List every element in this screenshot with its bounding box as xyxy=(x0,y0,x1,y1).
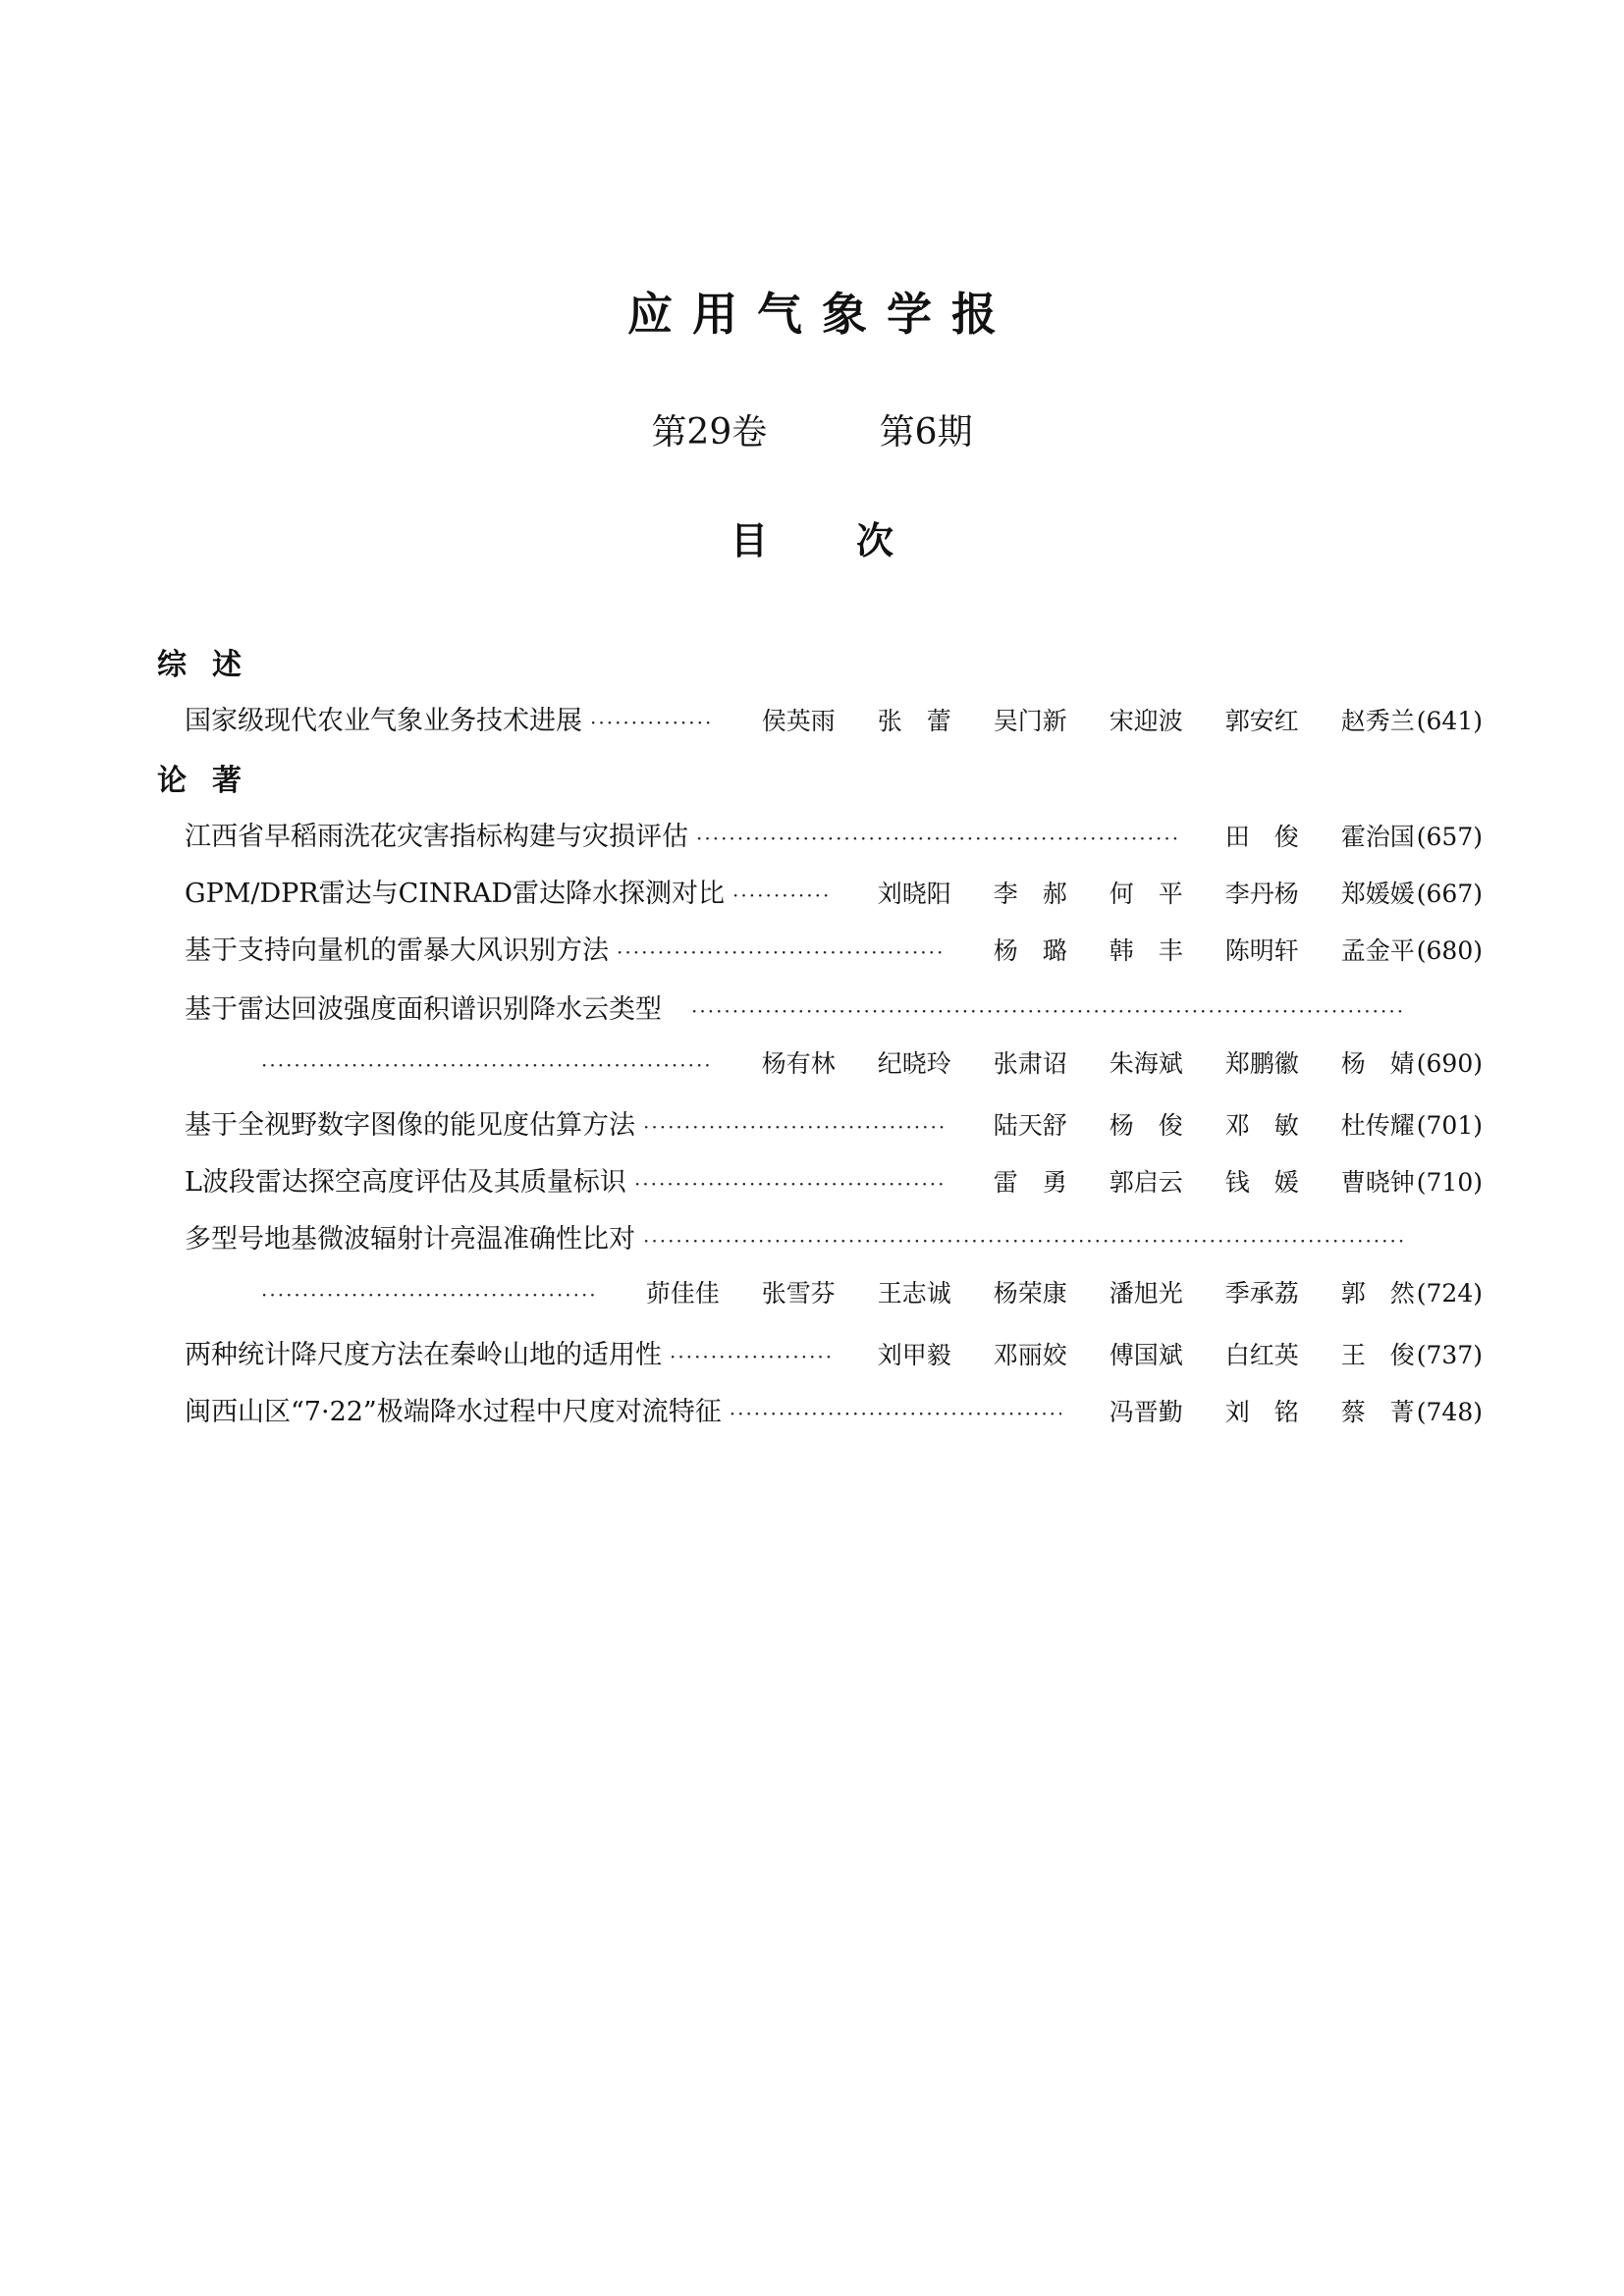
entry-page: (737) xyxy=(1416,1341,1483,1369)
entry-author: 张肃诏 xyxy=(993,1049,1067,1078)
toc-entry[interactable] xyxy=(185,1103,1483,1143)
entry-author: 白红英 xyxy=(1224,1341,1299,1369)
entry-author: 朱海斌 xyxy=(1109,1049,1183,1078)
entry-page: (641) xyxy=(1416,707,1483,735)
toc-entry[interactable] xyxy=(185,1390,1483,1429)
leader-dots xyxy=(670,1340,830,1373)
entry-author: 蔡 菁 xyxy=(1340,1398,1415,1426)
entry-author: 郭启云 xyxy=(1109,1168,1183,1197)
entry-author: 赵秀兰 xyxy=(1340,707,1415,735)
entry-author: 孟金平 xyxy=(1340,936,1415,965)
entry-author: 刘晓阳 xyxy=(877,880,951,908)
entry-author: 郭 然 xyxy=(1340,1279,1415,1308)
entry-authors xyxy=(1061,1393,1415,1428)
entry-author: 郑媛媛 xyxy=(1340,880,1415,908)
entry-authors xyxy=(714,702,1415,737)
entry-author: 郭安红 xyxy=(1224,707,1299,735)
entry-page: (667) xyxy=(1416,880,1483,908)
entry-title: 基于雷达回波强度面积谱识别降水云类型 xyxy=(185,994,662,1025)
entry-author: 纪晓玲 xyxy=(877,1049,951,1078)
entry-page: (748) xyxy=(1416,1398,1483,1426)
entry-page: (701) xyxy=(1416,1111,1483,1140)
entry-author: 杨有林 xyxy=(761,1049,836,1078)
toc-entry[interactable] xyxy=(185,699,1483,738)
entry-title: 基于支持向量机的雷暴大风识别方法 xyxy=(185,935,609,966)
toc-entry[interactable] xyxy=(185,1160,1483,1200)
leader-dots xyxy=(261,1278,598,1311)
leader-dots xyxy=(643,1110,946,1144)
entry-author: 王志诚 xyxy=(877,1279,951,1308)
entry-author: 李丹杨 xyxy=(1224,880,1299,908)
entry-author: 冯晋勤 xyxy=(1109,1398,1183,1426)
entry-author: 杨 俊 xyxy=(1109,1111,1183,1140)
leader-dots xyxy=(261,1048,714,1082)
toc-entry-author-line[interactable] xyxy=(261,1044,1483,1084)
entry-page: (657) xyxy=(1416,823,1483,851)
entry-page: (680) xyxy=(1416,936,1483,965)
leader-dots xyxy=(590,706,714,739)
entry-title: 多型号地基微波辐射计亮温准确性比对 xyxy=(185,1224,635,1255)
toc-entry-title-line[interactable] xyxy=(185,1217,1483,1256)
entry-author: 张雪芬 xyxy=(761,1279,836,1308)
entry-author: 杜传耀 xyxy=(1340,1111,1415,1140)
entry-author: 雷 勇 xyxy=(993,1168,1067,1197)
leader-dots xyxy=(617,935,946,969)
entry-authors xyxy=(1177,818,1415,853)
entry-author: 杨 璐 xyxy=(993,936,1067,965)
entry-author: 邓 敏 xyxy=(1224,1111,1299,1140)
entry-title: L波段雷达探空高度评估及其质量标识 xyxy=(185,1167,626,1198)
entry-title: 闽西山区“7·22”极端降水过程中尺度对流特征 xyxy=(185,1397,722,1427)
entry-authors xyxy=(946,932,1415,967)
leader-dots xyxy=(730,1397,1061,1430)
entry-authors xyxy=(946,1106,1415,1142)
issue-label: 第6期 xyxy=(879,412,973,453)
entry-authors xyxy=(830,875,1415,910)
entry-author: 刘甲毅 xyxy=(877,1341,951,1369)
entry-author: 陈明轩 xyxy=(1224,936,1299,965)
entry-author: 茆佳佳 xyxy=(645,1279,720,1308)
leader-dots xyxy=(634,1167,946,1201)
volume-label: 第29卷 xyxy=(651,412,768,453)
leader-dots xyxy=(643,1224,1404,1257)
toc-entry[interactable] xyxy=(185,1333,1483,1372)
entry-page: (710) xyxy=(1416,1168,1483,1197)
entry-author: 张 蕾 xyxy=(877,707,951,735)
entry-title: GPM/DPR雷达与CINRAD雷达降水探测对比 xyxy=(185,879,726,909)
entry-author: 侯英雨 xyxy=(761,707,836,735)
entry-authors xyxy=(714,1044,1415,1080)
leader-dots xyxy=(691,994,1404,1028)
journal-title: 应用气象学报 xyxy=(627,288,1016,341)
toc-heading: 目次 xyxy=(730,519,982,562)
entry-authors xyxy=(946,1163,1415,1199)
entry-author: 钱 媛 xyxy=(1224,1168,1299,1197)
entry-author: 李 郝 xyxy=(993,880,1067,908)
entry-author: 杨荣康 xyxy=(993,1279,1067,1308)
toc-entry-author-line[interactable] xyxy=(261,1274,1483,1313)
entry-author: 田 俊 xyxy=(1224,823,1299,851)
entry-author: 刘 铭 xyxy=(1224,1398,1299,1426)
toc-entry[interactable] xyxy=(185,929,1483,968)
entry-author: 陆天舒 xyxy=(993,1111,1067,1140)
section-label-review: 综述 xyxy=(157,648,267,682)
entry-author: 曹晓钟 xyxy=(1340,1168,1415,1197)
entry-author: 郑鹏徽 xyxy=(1224,1049,1299,1078)
entry-author: 季承荔 xyxy=(1224,1279,1299,1308)
entry-title: 江西省早稻雨洗花灾害指标构建与灾损评估 xyxy=(185,822,688,852)
entry-authors xyxy=(598,1274,1415,1309)
toc-entry[interactable] xyxy=(185,815,1483,854)
toc-entry[interactable] xyxy=(185,872,1483,911)
entry-author: 韩 丰 xyxy=(1109,936,1183,965)
entry-author: 潘旭光 xyxy=(1109,1279,1183,1308)
entry-page: (690) xyxy=(1416,1049,1483,1078)
entry-authors xyxy=(830,1336,1415,1371)
entry-title: 两种统计降尺度方法在秦岭山地的适用性 xyxy=(185,1340,662,1370)
entry-author: 霍治国 xyxy=(1340,823,1415,851)
entry-title: 国家级现代农业气象业务技术进展 xyxy=(185,706,582,736)
leader-dots xyxy=(696,822,1177,855)
entry-page: (724) xyxy=(1416,1279,1483,1308)
leader-dots xyxy=(732,879,830,912)
entry-author: 宋迎波 xyxy=(1109,707,1183,735)
entry-author: 傅国斌 xyxy=(1109,1341,1183,1369)
entry-author: 吴门新 xyxy=(993,707,1067,735)
entry-author: 邓丽姣 xyxy=(993,1341,1067,1369)
entry-author: 何 平 xyxy=(1109,880,1183,908)
issue-line xyxy=(0,404,1624,454)
section-label-articles: 论著 xyxy=(157,764,267,798)
entry-title: 基于全视野数字图像的能见度估算方法 xyxy=(185,1110,635,1141)
entry-author: 杨 婧 xyxy=(1340,1049,1415,1078)
toc-entry-title-line[interactable] xyxy=(185,988,1483,1027)
entry-author: 王 俊 xyxy=(1340,1341,1415,1369)
